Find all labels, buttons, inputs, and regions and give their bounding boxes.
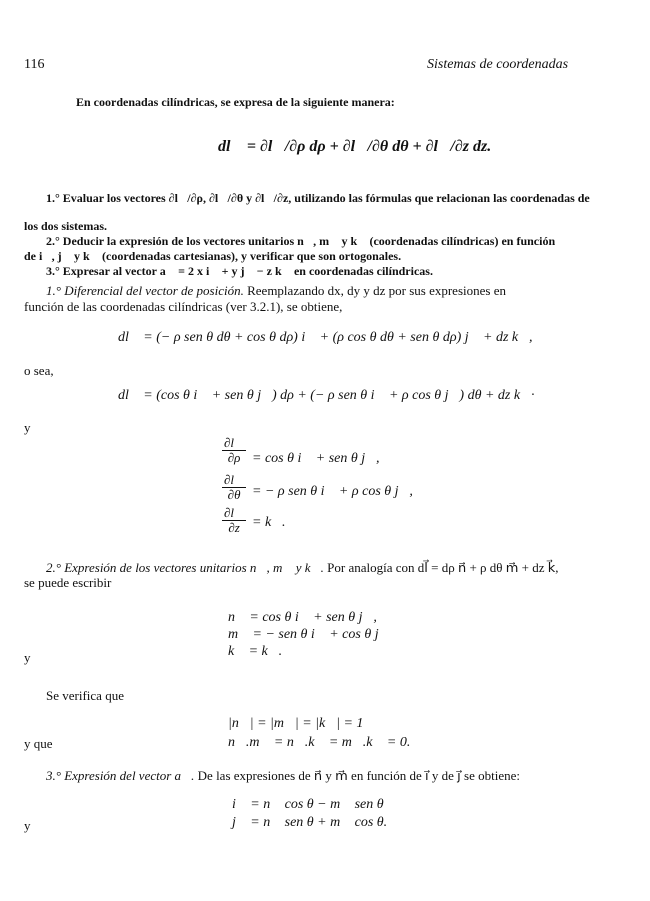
solution-3-intro [46, 768, 520, 784]
solution-2-text-2: se puede escribir [24, 575, 112, 590]
exercise-2-line-2: de i⃗, j⃗ y k⃗ (coordenadas cartesianas), y verificar que son ortogonales. [24, 249, 402, 263]
equation-dl-1: dl⃗ = (− ρ sen θ dθ + cos θ dρ) i⃗ + (ρ cos θ dθ + sen θ dρ) j⃗ + dz k⃗, [118, 330, 533, 345]
equation-i: i⃗ = n⃗ cos θ − m⃗ sen θ [232, 797, 384, 812]
y-label-1: y [24, 420, 31, 435]
unit-vector-m: m⃗ = − sen θ i⃗ + cos θ j⃗ [228, 627, 390, 642]
partial-theta-result: = − ρ sen θ i⃗ + ρ cos θ j⃗, [252, 484, 413, 499]
partial-l-theta: $\frac{\partial l⃗}{\partial\theta}$ [224, 472, 245, 502]
solution-1-text-2: función de las coordenadas cilíndricas (ver 3.2.1), se obtiene, [24, 299, 343, 314]
orthogonality-equation: n⃗.m⃗ = n⃗.k⃗ = m⃗.k⃗ = 0. [228, 735, 411, 750]
solution-2-intro [46, 560, 559, 576]
verifica-text: Se verifica que [46, 688, 124, 703]
exercise-2-line-1: 2.° Deducir la expresión de los vectores unitarios n⃗, m⃗ y k⃗ (coordenadas cilíndricas) en función [46, 234, 556, 248]
partial-l-z: $\frac{\partial l⃗}{\partial z}$ [224, 505, 245, 535]
solution-1-text: Reemplazando dx, dy y dz por sus expresiones en [247, 283, 506, 298]
solution-2-text: Por analogía con dl⃗ = dρ n⃗ + ρ dθ m⃗ + dz k⃗, [327, 560, 559, 575]
unit-vector-k: k⃗ = k⃗. [228, 644, 283, 659]
partial-rho-result: = cos θ i⃗ + sen θ j⃗, [252, 451, 380, 466]
exercise-1-line-2: los dos sistemas. [24, 219, 108, 233]
partial-z-result: = k⃗. [252, 515, 286, 530]
solution-3-heading: 3.° Expresión del vector a⃗. [46, 768, 195, 783]
exercise-3: 3.° Expresar al vector a⃗ = 2 x i⃗ + y j⃗ − z k⃗ en coordenadas cilíndricas. [46, 264, 433, 278]
equation-dl-2: dl⃗ = (cos θ i⃗ + sen θ j⃗) dρ + (− ρ sen θ i⃗ + ρ cos θ j⃗) dθ + dz k⃗· [118, 388, 535, 403]
y-label-3: y [24, 818, 31, 833]
equation-j: j⃗ = n⃗ sen θ + m⃗ cos θ. [232, 815, 388, 830]
intro-text: En coordenadas cilíndricas, se expresa de la siguiente manera: [76, 95, 395, 109]
running-title: Sistemas de coordenadas [427, 57, 569, 72]
page-number: 116 [24, 57, 45, 72]
solution-1-intro [46, 283, 506, 299]
solution-1-heading: 1.° Diferencial del vector de posición. [46, 283, 244, 298]
o-sea-label: o sea, [24, 363, 54, 378]
y-label-2: y [24, 650, 31, 665]
partial-l-rho: $\frac{\partial l⃗}{\partial\rho}$ [224, 435, 245, 465]
solution-3-text: De las expresiones de n⃗ y m⃗ en función de i⃗ y de j⃗ se obtiene: [197, 768, 520, 783]
y-que-label: y que [24, 736, 53, 751]
main-equation: dl⃗ = ∂l⃗/∂ρ dρ + ∂l⃗/∂θ dθ + ∂l⃗/∂z dz. [218, 138, 492, 155]
exercise-1-line-1: 1.° Evaluar los vectores ∂l⃗/∂ρ, ∂l⃗/∂θ y ∂l⃗/∂z, utilizando las fórmulas que relacionan las coordenadas de [46, 191, 590, 205]
norm-equation: |n⃗| = |m⃗| = |k⃗| = 1 [228, 716, 364, 731]
solution-2-heading: 2.° Expresión de los vectores unitarios n⃗, m⃗ y k⃗. [46, 560, 324, 575]
unit-vector-n: n⃗ = cos θ i⃗ + sen θ j⃗, [228, 610, 377, 625]
